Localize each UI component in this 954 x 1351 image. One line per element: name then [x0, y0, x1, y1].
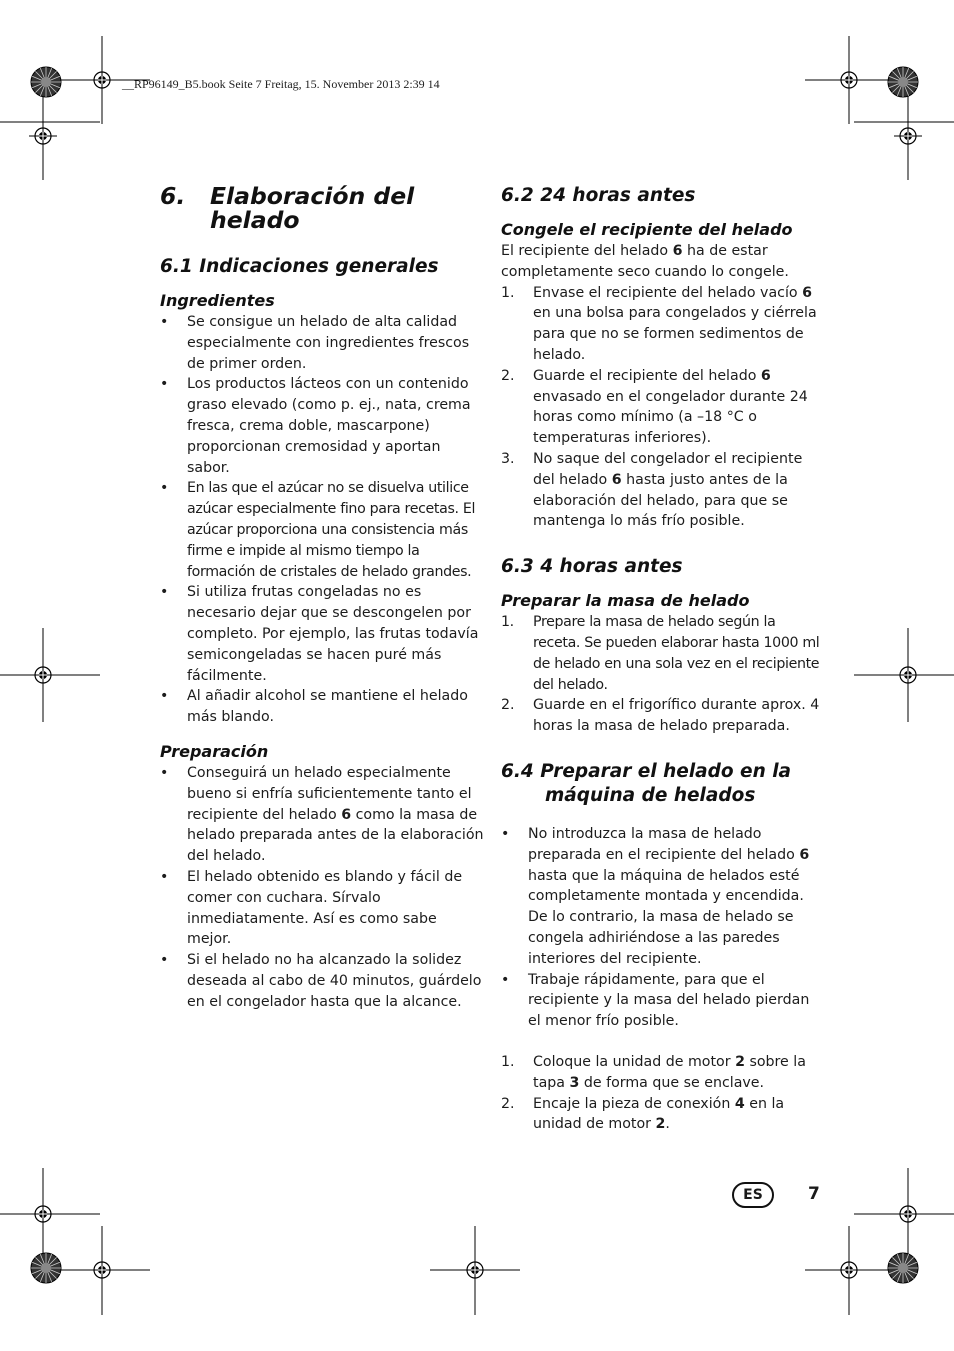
- chapter-title: Elaboración del helado: [210, 182, 415, 234]
- list-item: 2. Guarde en el frigorífico durante aprox. 4 horas la masa de helado preparada.: [501, 697, 820, 735]
- print-header: __RP96149_B5.book Seite 7 Freitag, 15. November 2013 2:39 14: [122, 77, 440, 91]
- list-item: • No introduzca la masa de helado preparada en el recipiente del helado 6 hasta que la máquina de helados esté completamente montada y encendida. De lo contrario, la masa de helado se congela adhiriéndose a las paredes interiores del recipiente.: [501, 825, 810, 967]
- ingredientes-list: [160, 312, 485, 728]
- list-item: • Conseguirá un helado especialmente bueno si enfría suficientemente tanto el recipiente del helado 6 como la masa de helado preparada antes de la elaboración del helado.: [160, 764, 484, 865]
- right-column: [501, 184, 826, 1135]
- subheading-preparar-masa: Preparar la masa de helado: [501, 591, 750, 611]
- chapter-number: 6.: [160, 182, 186, 210]
- list-item: 3. No saque del congelador el recipiente del helado 6 hasta justo antes de la elaboración del helado, para que se mantenga lo más frío posible.: [501, 450, 803, 530]
- steps-6-4: [501, 1052, 826, 1135]
- section-heading-6-1: 6.1 Indicaciones generales: [160, 256, 439, 277]
- steps-6-3: [501, 612, 826, 737]
- part-ref: 6: [672, 243, 683, 259]
- list-item: 1. Prepare la masa de helado según la receta. Se pueden elaborar hasta 1000 ml de helado en una sola vez en el recipiente del helado.: [501, 614, 820, 693]
- page-number: 7: [808, 1184, 820, 1204]
- subheading-congele: Congele el recipiente del helado: [501, 220, 793, 239]
- list-item: • Si el helado no ha alcanzado la solidez deseada al cabo de 40 minutos, guárdelo en el congelador hasta que la alcance.: [160, 952, 482, 1010]
- list-item: • En las que el azúcar no se disuelva utilice azúcar especialmente fino para recetas. El azúcar proporciona una consistencia más firme e impide al mismo tiempo la formación de cristales de helado grandes.: [160, 480, 476, 580]
- list-item: • Los productos lácteos con un contenido graso elevado (como p. ej., nata, crema fresca, crema doble, mascarpone) proporcionan cremosidad y aportan sabor.: [160, 376, 471, 476]
- list-item: 2. Encaje la pieza de conexión 4 en la unidad de motor 2.: [501, 1095, 785, 1133]
- section-heading-6-3: 6.3 4 horas antes: [501, 556, 683, 578]
- list-item: 1. Envase el recipiente del helado vacío 6 en una bolsa para congelados y ciérrela para que no se formen sedimentos de helado.: [501, 284, 817, 363]
- list-item: • Si utiliza frutas congeladas no es necesario dejar que se descongelen por completo. Por ejemplo, las frutas todavía semicongeladas se hacen puré más fácilmente.: [160, 584, 479, 684]
- list-item: • Se consigue un helado de alta calidad especialmente con ingredientes frescos de primer orden.: [160, 314, 470, 372]
- section-heading-6-2: 6.2 24 horas antes: [501, 185, 696, 206]
- list-item: 2. Guarde el recipiente del helado 6 envasado en el congelador durante 24 horas como mínimo (a –18 °C o temperaturas inferiores).: [501, 367, 808, 447]
- intro-paragraph: El recipiente del helado 6 ha de estar completamente seco cuando lo congele.: [501, 243, 789, 280]
- chapter-heading: [160, 184, 485, 232]
- left-column: [160, 184, 485, 1013]
- list-item: • El helado obtenido es blando y fácil de comer con cuchara. Sírvalo inmediatamente. Así es como sabe mejor.: [160, 868, 463, 948]
- part-ref: 6: [341, 806, 352, 823]
- subheading-preparacion: Preparación: [160, 741, 269, 761]
- section-heading-6-4: 6.4 Preparar el helado en la máquina de helados: [501, 760, 792, 806]
- bullets-6-4: [501, 824, 826, 1032]
- steps-6-2: [501, 283, 826, 533]
- list-item: • Al añadir alcohol se mantiene el helado más blando.: [160, 688, 468, 726]
- subheading-ingredientes: Ingredientes: [160, 291, 275, 310]
- language-badge: ES: [732, 1182, 774, 1208]
- preparacion-list: [160, 763, 485, 1013]
- list-item: 1. Coloque la unidad de motor 2 sobre la tapa 3 de forma que se enclave.: [501, 1053, 806, 1091]
- list-item: • Trabaje rápidamente, para que el recipiente y la masa del helado pierdan el menor frío posible.: [501, 971, 810, 1030]
